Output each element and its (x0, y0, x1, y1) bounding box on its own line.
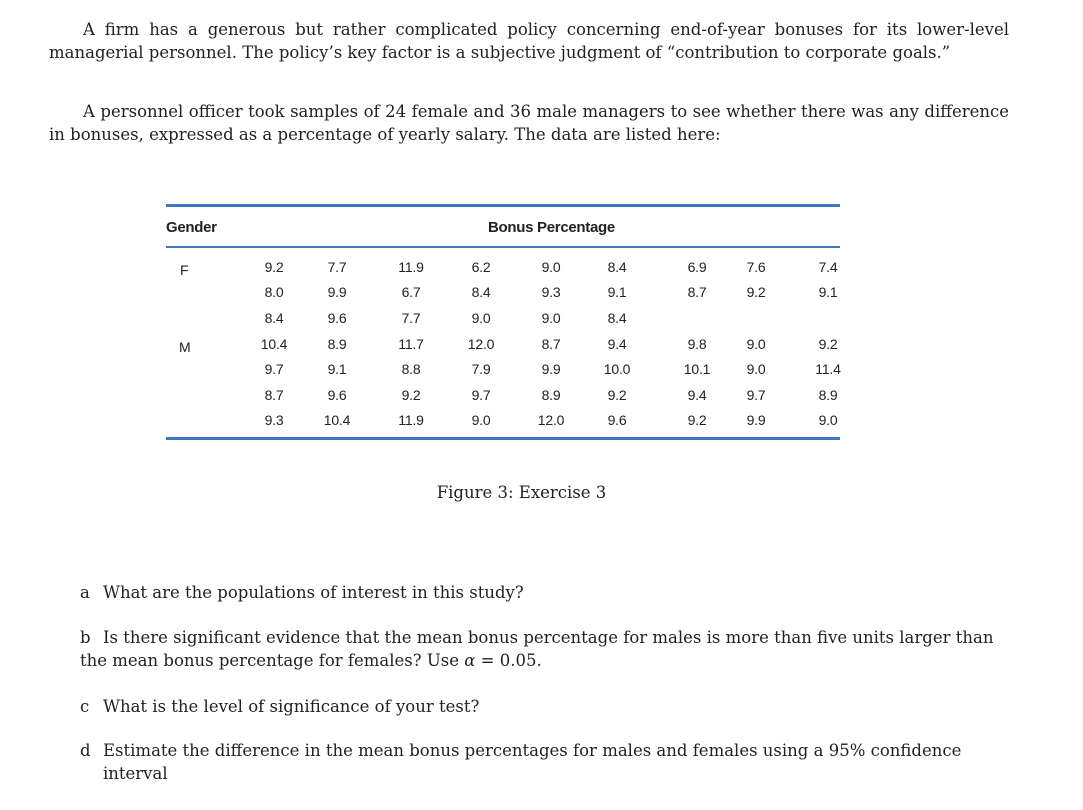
table-cell: 9.2 (401, 387, 421, 403)
table-cell: 8.4 (264, 310, 284, 326)
bonus-table (166, 204, 840, 440)
question-c (80, 695, 1000, 718)
table-cell: 9.3 (264, 412, 284, 428)
table-cell: 7.7 (327, 259, 347, 275)
question-c-text: What is the level of significance of your test? (103, 697, 480, 716)
table-cell: 9.4 (607, 336, 627, 352)
table-cell: 11.7 (398, 336, 424, 352)
table-cell: 6.7 (401, 284, 421, 300)
question-b-text: Is there significant evidence that the mean bonus percentage for males is more than five units larger than the mean bonus percentage for females? Use (80, 628, 994, 670)
question-a (80, 581, 1000, 604)
table-cell: 8.7 (541, 336, 561, 352)
table-cell: 9.8 (687, 336, 707, 352)
table-cell: 8.8 (401, 361, 421, 377)
table-cell: 7.7 (401, 310, 421, 326)
question-b-label: b (80, 628, 91, 647)
question-d-text-continued: interval (103, 764, 168, 783)
table-cell: 9.4 (687, 387, 707, 403)
table-cell: 9.2 (746, 284, 766, 300)
table-cell: 9.3 (541, 284, 561, 300)
table-cell: 9.2 (687, 412, 707, 428)
table-cell: 7.9 (471, 361, 491, 377)
table-cell: 10.0 (603, 361, 631, 377)
header-bonus-percentage: Bonus Percentage (488, 219, 615, 236)
figure-caption: Figure 3: Exercise 3 (436, 483, 607, 502)
table-cell: 9.2 (264, 259, 284, 275)
table-cell: 10.1 (683, 361, 711, 377)
table-cell: 9.9 (327, 284, 347, 300)
table-cell: 9.6 (327, 387, 347, 403)
table-cell: 8.9 (541, 387, 561, 403)
table-cell: 9.7 (264, 361, 284, 377)
question-d (80, 739, 1000, 785)
table-cell: 12.0 (467, 336, 495, 352)
header-gender: Gender (166, 219, 217, 236)
table-cell: 11.4 (815, 361, 841, 377)
table-cell: 9.0 (746, 361, 766, 377)
table-cell: 9.0 (471, 310, 491, 326)
table-cell: 10.4 (260, 336, 288, 352)
table-header-rule (166, 246, 840, 248)
alpha-symbol: α (464, 651, 476, 670)
table-cell: 9.7 (471, 387, 491, 403)
table-cell: 9.2 (818, 336, 838, 352)
table-cell: 9.7 (746, 387, 766, 403)
gender-label-f: F (180, 262, 189, 278)
table-cell: 8.7 (687, 284, 707, 300)
table-cell: 10.4 (323, 412, 351, 428)
question-d-text: Estimate the difference in the mean bonus percentages for males and females using a 95% confidence (103, 741, 962, 760)
table-cell: 9.1 (327, 361, 347, 377)
question-d-label: d (80, 741, 91, 760)
table-cell: 9.2 (607, 387, 627, 403)
question-c-label: c (80, 697, 90, 716)
table-cell: 8.4 (607, 259, 627, 275)
intro-paragraph-1: A firm has a generous but rather complicated policy concerning end-of-year bonuses for its lower-level managerial personnel. The policy’s key factor is a subjective judgment of “contribution to corporate goals.” (49, 20, 1009, 62)
table-cell: 9.0 (541, 259, 561, 275)
table-cell: 9.0 (541, 310, 561, 326)
table-cell: 9.9 (746, 412, 766, 428)
table-cell: 8.9 (818, 387, 838, 403)
question-a-text: What are the populations of interest in this study? (103, 583, 524, 602)
table-cell: 9.0 (471, 412, 491, 428)
table-cell: 9.9 (541, 361, 561, 377)
intro-paragraph-2: A personnel officer took samples of 24 female and 36 male managers to see whether there was any difference in bonuses, expressed as a percentage of yearly salary. The data are listed here: (49, 102, 1009, 144)
table-cell: 9.0 (818, 412, 838, 428)
table-top-rule (166, 204, 840, 207)
table-cell: 8.0 (264, 284, 284, 300)
table-cell: 9.6 (607, 412, 627, 428)
table-cell: 7.4 (818, 259, 838, 275)
question-b (80, 626, 1000, 672)
table-cell: 7.6 (746, 259, 766, 275)
table-cell: 11.9 (398, 412, 424, 428)
table-cell: 8.9 (327, 336, 347, 352)
question-b-tail: = 0.05. (475, 651, 542, 670)
table-cell: 9.1 (607, 284, 627, 300)
table-bottom-rule (166, 437, 840, 440)
table-cell: 12.0 (537, 412, 565, 428)
gender-label-m: M (179, 339, 191, 355)
table-cell: 6.2 (471, 259, 491, 275)
table-cell: 11.9 (398, 259, 424, 275)
question-a-label: a (80, 583, 90, 602)
table-cell: 8.7 (264, 387, 284, 403)
table-cell: 9.0 (746, 336, 766, 352)
table-cell: 9.6 (327, 310, 347, 326)
table-cell: 6.9 (687, 259, 707, 275)
table-cell: 8.4 (607, 310, 627, 326)
table-cell: 9.1 (818, 284, 838, 300)
table-cell: 8.4 (471, 284, 491, 300)
